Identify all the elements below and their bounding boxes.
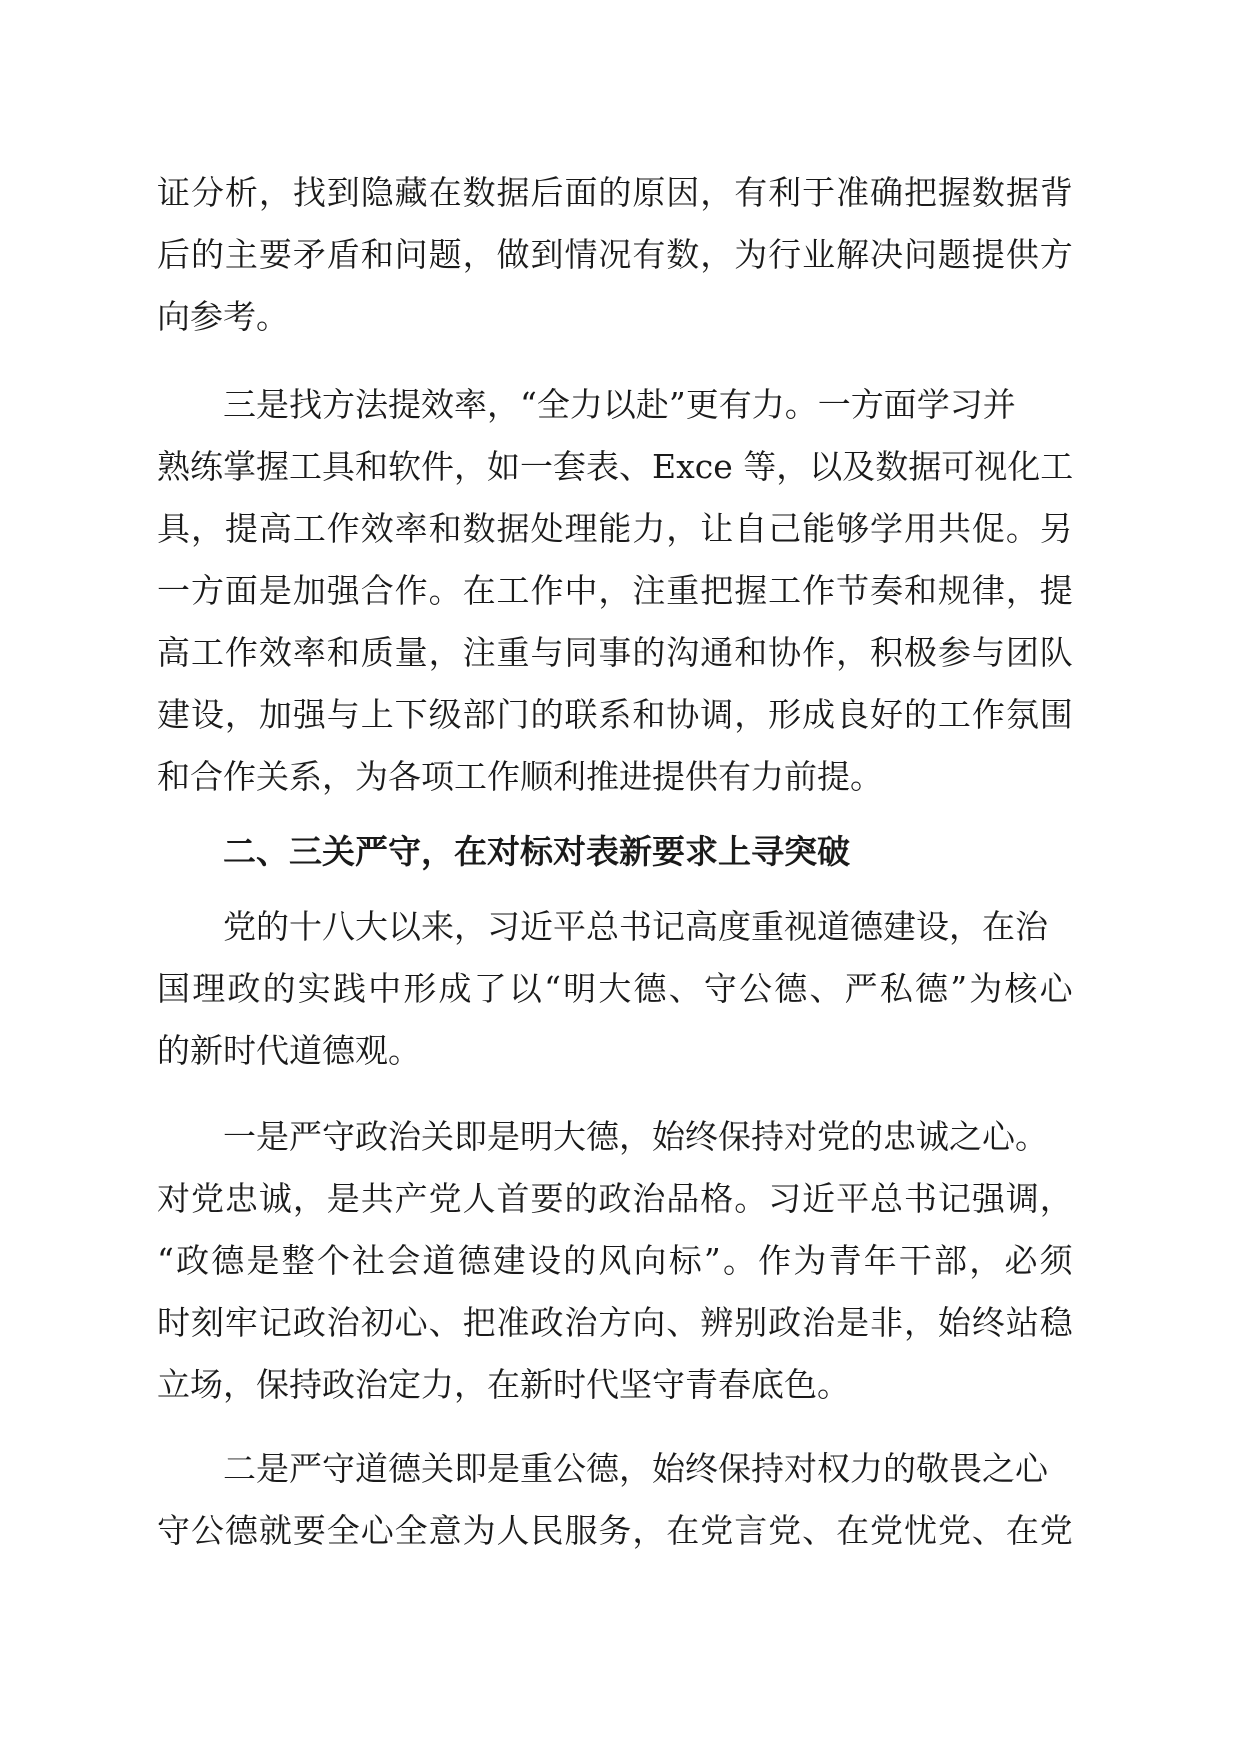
text-line: 时 刻 牢 记 政 治 初 心 、 把 准 政 治 方 向 、 辨 别 政 治 是 非 ， 始 终 站 稳 bbox=[157, 1303, 1073, 1342]
text-line: “ 政 德 是 整 个 社 会 道 德 建 设 的 风 向 标 ” 。 作 为 青 年 干 部 ， 必 须 bbox=[157, 1241, 1073, 1280]
text-line: 向参考。 bbox=[157, 297, 289, 336]
text-line: 和合作关系，为各项工作顺利推进提供有力前提。 bbox=[157, 757, 883, 796]
text-line: 一 方 面 是 加 强 合 作 。 在 工 作 中 ， 注 重 把 握 工 作 节 奏 和 规 律 ， 提 bbox=[157, 571, 1073, 610]
paragraph-start-line: 二是严守道德关即是重公德，始终保持对权力的敬畏之心 bbox=[223, 1449, 1048, 1488]
text-line: 后 的 主 要 矛 盾 和 问 题 ， 做 到 情 况 有 数 ， 为 行 业 解 决 问 题 提 供 方 bbox=[157, 235, 1073, 274]
text-line: 立场，保持政治定力，在新时代坚守青春底色。 bbox=[157, 1365, 850, 1404]
text-line: 建 设 ， 加 强 与 上 下 级 部 门 的 联 系 和 协 调 ， 形 成 良 好 的 工 作 氛 围 bbox=[157, 695, 1073, 734]
section-heading: 二、三关严守，在对标对表新要求上寻突破 bbox=[223, 832, 850, 871]
text-line: 熟 练 掌 握 工 具 和 软 件 ， 如 一 套 表 、 E x c e 等 ， 以 及 数 据 可 视 化 工 bbox=[157, 447, 1074, 486]
text-line: 高 工 作 效 率 和 质 量 ， 注 重 与 同 事 的 沟 通 和 协 作 ， 积 极 参 与 团 队 bbox=[157, 633, 1073, 672]
text-line: 的新时代道德观。 bbox=[157, 1031, 421, 1070]
text-line: 对 党 忠 诚 ， 是 共 产 党 人 首 要 的 政 治 品 格 。 习 近 平 总 书 记 强 调 ， bbox=[157, 1179, 1073, 1218]
text-line: 证 分 析 ， 找 到 隐 藏 在 数 据 后 面 的 原 因 ， 有 利 于 准 确 把 握 数 据 背 bbox=[157, 173, 1073, 212]
paragraph-start-line: 三是找方法提效率，“全力以赴”更有力。一方面学习并 bbox=[223, 385, 1016, 424]
paragraph-start-line: 一是严守政治关即是明大德，始终保持对党的忠诚之心。 bbox=[223, 1117, 1048, 1156]
text-line: 具 ， 提 高 工 作 效 率 和 数 据 处 理 能 力 ， 让 自 己 能 够 学 用 共 促 。 另 bbox=[157, 509, 1073, 548]
paragraph-start-line: 党的十八大以来，习近平总书记高度重视道德建设，在治 bbox=[223, 907, 1048, 946]
text-line: 国 理 政 的 实 践 中 形 成 了 以 “ 明 大 德 、 守 公 德 、 严 私 德 ” 为 核 心 bbox=[157, 969, 1073, 1008]
text-line: 守 公 德 就 要 全 心 全 意 为 人 民 服 务 ， 在 党 言 党 、 在 党 忧 党 、 在 党 bbox=[157, 1511, 1073, 1550]
